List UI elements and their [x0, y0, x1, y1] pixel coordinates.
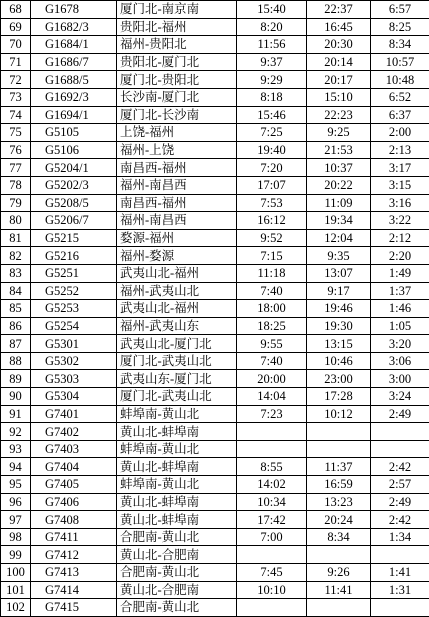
row-number-cell: 81	[1, 229, 31, 247]
departure-time-cell	[237, 423, 307, 441]
row-number-cell: 99	[1, 546, 31, 564]
route-cell: 蚌埠南-黄山北	[117, 405, 237, 423]
duration-cell: 8:34	[371, 36, 429, 54]
arrival-time-cell: 10:37	[307, 159, 371, 177]
train-number-cell: G7413	[31, 564, 117, 582]
train-number-cell: G7404	[31, 458, 117, 476]
duration-cell: 1:46	[371, 300, 429, 318]
duration-cell: 8:25	[371, 18, 429, 36]
row-number-cell: 95	[1, 476, 31, 494]
departure-time-cell: 19:40	[237, 141, 307, 159]
arrival-time-cell: 11:09	[307, 194, 371, 212]
arrival-time-cell: 9:35	[307, 247, 371, 265]
row-number-cell: 91	[1, 405, 31, 423]
row-number-cell: 92	[1, 423, 31, 441]
duration-cell	[371, 599, 429, 617]
train-number-cell: G1686/7	[31, 53, 117, 71]
table-row	[1, 18, 429, 36]
row-number-cell: 90	[1, 388, 31, 406]
arrival-time-cell: 9:17	[307, 282, 371, 300]
route-cell: 福州-婺源	[117, 247, 237, 265]
arrival-time-cell: 9:25	[307, 124, 371, 142]
row-number-cell: 80	[1, 212, 31, 230]
train-number-cell: G1692/3	[31, 88, 117, 106]
row-number-cell: 79	[1, 194, 31, 212]
train-number-cell: G5216	[31, 247, 117, 265]
duration-cell: 2:12	[371, 229, 429, 247]
duration-cell: 1:05	[371, 317, 429, 335]
train-number-cell: G5106	[31, 141, 117, 159]
row-number-cell: 77	[1, 159, 31, 177]
departure-time-cell: 7:25	[237, 124, 307, 142]
row-number-cell: 101	[1, 581, 31, 599]
row-number-cell: 78	[1, 176, 31, 194]
departure-time-cell: 7:00	[237, 528, 307, 546]
duration-cell: 2:20	[371, 247, 429, 265]
route-cell: 厦门北-贵阳北	[117, 71, 237, 89]
departure-time-cell: 9:37	[237, 53, 307, 71]
arrival-time-cell: 10:46	[307, 352, 371, 370]
arrival-time-cell: 13:23	[307, 493, 371, 511]
arrival-time-cell	[307, 599, 371, 617]
route-cell: 福州-武夷山东	[117, 317, 237, 335]
train-number-cell: G5204/1	[31, 159, 117, 177]
route-cell: 贵阳北-福州	[117, 18, 237, 36]
table-row	[1, 493, 429, 511]
route-cell: 厦门北-武夷山北	[117, 388, 237, 406]
table-row	[1, 88, 429, 106]
table-row	[1, 370, 429, 388]
table-row	[1, 282, 429, 300]
table-row	[1, 317, 429, 335]
arrival-time-cell: 12:04	[307, 229, 371, 247]
train-number-cell: G7412	[31, 546, 117, 564]
duration-cell: 6:52	[371, 88, 429, 106]
train-number-cell: G5303	[31, 370, 117, 388]
departure-time-cell: 14:04	[237, 388, 307, 406]
arrival-time-cell	[307, 440, 371, 458]
arrival-time-cell: 11:41	[307, 581, 371, 599]
train-number-cell: G5253	[31, 300, 117, 318]
arrival-time-cell	[307, 423, 371, 441]
departure-time-cell: 8:18	[237, 88, 307, 106]
departure-time-cell: 9:29	[237, 71, 307, 89]
table-row	[1, 53, 429, 71]
duration-cell: 2:42	[371, 511, 429, 529]
arrival-time-cell	[307, 546, 371, 564]
arrival-time-cell: 20:14	[307, 53, 371, 71]
route-cell: 黄山北-合肥南	[117, 546, 237, 564]
departure-time-cell: 15:46	[237, 106, 307, 124]
row-number-cell: 100	[1, 564, 31, 582]
route-cell: 黄山北-合肥南	[117, 581, 237, 599]
train-number-cell: G5304	[31, 388, 117, 406]
route-cell: 婺源-福州	[117, 229, 237, 247]
departure-time-cell: 15:40	[237, 1, 307, 19]
arrival-time-cell: 20:17	[307, 71, 371, 89]
departure-time-cell: 11:18	[237, 264, 307, 282]
table-row	[1, 247, 429, 265]
timetable-body	[1, 1, 429, 617]
table-row	[1, 71, 429, 89]
route-cell: 合肥南-黄山北	[117, 599, 237, 617]
departure-time-cell: 17:42	[237, 511, 307, 529]
departure-time-cell: 7:53	[237, 194, 307, 212]
train-number-cell: G7414	[31, 581, 117, 599]
train-number-cell: G7402	[31, 423, 117, 441]
route-cell: 厦门北-武夷山北	[117, 352, 237, 370]
train-number-cell: G5202/3	[31, 176, 117, 194]
table-row	[1, 264, 429, 282]
route-cell: 武夷山北-福州	[117, 300, 237, 318]
table-row	[1, 388, 429, 406]
departure-time-cell: 7:20	[237, 159, 307, 177]
table-row	[1, 124, 429, 142]
row-number-cell: 74	[1, 106, 31, 124]
train-number-cell: G5208/5	[31, 194, 117, 212]
departure-time-cell: 16:12	[237, 212, 307, 230]
train-number-cell: G1678	[31, 1, 117, 19]
table-row	[1, 352, 429, 370]
train-number-cell: G7408	[31, 511, 117, 529]
train-number-cell: G7403	[31, 440, 117, 458]
route-cell: 福州-南昌西	[117, 212, 237, 230]
arrival-time-cell: 22:23	[307, 106, 371, 124]
departure-time-cell: 11:56	[237, 36, 307, 54]
duration-cell: 6:57	[371, 1, 429, 19]
table-row	[1, 159, 429, 177]
arrival-time-cell: 22:37	[307, 1, 371, 19]
row-number-cell: 72	[1, 71, 31, 89]
arrival-time-cell: 20:22	[307, 176, 371, 194]
arrival-time-cell: 8:34	[307, 528, 371, 546]
train-number-cell: G7401	[31, 405, 117, 423]
arrival-time-cell: 23:00	[307, 370, 371, 388]
row-number-cell: 93	[1, 440, 31, 458]
table-row	[1, 212, 429, 230]
arrival-time-cell: 15:10	[307, 88, 371, 106]
row-number-cell: 75	[1, 124, 31, 142]
table-row	[1, 458, 429, 476]
route-cell: 福州-南昌西	[117, 176, 237, 194]
departure-time-cell: 10:10	[237, 581, 307, 599]
train-number-cell: G5301	[31, 335, 117, 353]
train-number-cell: G7406	[31, 493, 117, 511]
row-number-cell: 97	[1, 511, 31, 529]
duration-cell: 1:31	[371, 581, 429, 599]
duration-cell: 3:00	[371, 370, 429, 388]
departure-time-cell: 8:55	[237, 458, 307, 476]
departure-time-cell: 7:45	[237, 564, 307, 582]
route-cell: 黄山北-蚌埠南	[117, 511, 237, 529]
table-row	[1, 476, 429, 494]
duration-cell: 3:15	[371, 176, 429, 194]
departure-time-cell: 18:25	[237, 317, 307, 335]
route-cell: 上饶-福州	[117, 124, 237, 142]
route-cell: 蚌埠南-黄山北	[117, 440, 237, 458]
duration-cell: 1:37	[371, 282, 429, 300]
route-cell: 合肥南-黄山北	[117, 564, 237, 582]
table-row	[1, 511, 429, 529]
table-row	[1, 300, 429, 318]
duration-cell: 1:41	[371, 564, 429, 582]
row-number-cell: 86	[1, 317, 31, 335]
train-number-cell: G7405	[31, 476, 117, 494]
departure-time-cell	[237, 546, 307, 564]
table-row	[1, 599, 429, 617]
arrival-time-cell: 21:53	[307, 141, 371, 159]
departure-time-cell: 7:23	[237, 405, 307, 423]
departure-time-cell: 9:55	[237, 335, 307, 353]
table-row	[1, 1, 429, 19]
table-row	[1, 423, 429, 441]
route-cell: 蚌埠南-黄山北	[117, 476, 237, 494]
train-number-cell: G5105	[31, 124, 117, 142]
row-number-cell: 76	[1, 141, 31, 159]
row-number-cell: 88	[1, 352, 31, 370]
table-row	[1, 581, 429, 599]
train-number-cell: G1694/1	[31, 106, 117, 124]
duration-cell	[371, 440, 429, 458]
train-number-cell: G7411	[31, 528, 117, 546]
route-cell: 南昌西-福州	[117, 159, 237, 177]
departure-time-cell: 18:00	[237, 300, 307, 318]
duration-cell: 2:49	[371, 405, 429, 423]
table-row	[1, 106, 429, 124]
arrival-time-cell: 19:30	[307, 317, 371, 335]
departure-time-cell: 7:40	[237, 352, 307, 370]
route-cell: 厦门北-长沙南	[117, 106, 237, 124]
route-cell: 武夷山北-厦门北	[117, 335, 237, 353]
duration-cell: 3:22	[371, 212, 429, 230]
train-number-cell: G5302	[31, 352, 117, 370]
duration-cell: 3:16	[371, 194, 429, 212]
train-number-cell: G5215	[31, 229, 117, 247]
duration-cell	[371, 423, 429, 441]
row-number-cell: 94	[1, 458, 31, 476]
duration-cell: 10:48	[371, 71, 429, 89]
route-cell: 福州-上饶	[117, 141, 237, 159]
arrival-time-cell: 11:37	[307, 458, 371, 476]
route-cell: 贵阳北-厦门北	[117, 53, 237, 71]
departure-time-cell	[237, 440, 307, 458]
route-cell: 武夷山北-福州	[117, 264, 237, 282]
table-row	[1, 564, 429, 582]
table-row	[1, 176, 429, 194]
arrival-time-cell: 10:12	[307, 405, 371, 423]
departure-time-cell: 20:00	[237, 370, 307, 388]
departure-time-cell	[237, 599, 307, 617]
train-number-cell: G5252	[31, 282, 117, 300]
route-cell: 合肥南-黄山北	[117, 528, 237, 546]
duration-cell: 2:57	[371, 476, 429, 494]
row-number-cell: 87	[1, 335, 31, 353]
duration-cell: 2:42	[371, 458, 429, 476]
route-cell: 黄山北-蚌埠南	[117, 423, 237, 441]
row-number-cell: 73	[1, 88, 31, 106]
arrival-time-cell: 13:15	[307, 335, 371, 353]
duration-cell: 1:49	[371, 264, 429, 282]
train-number-cell: G5254	[31, 317, 117, 335]
arrival-time-cell: 20:24	[307, 511, 371, 529]
route-cell: 黄山北-蚌埠南	[117, 458, 237, 476]
departure-time-cell: 17:07	[237, 176, 307, 194]
route-cell: 福州-武夷山北	[117, 282, 237, 300]
route-cell: 南昌西-福州	[117, 194, 237, 212]
route-cell: 长沙南-厦门北	[117, 88, 237, 106]
table-row	[1, 405, 429, 423]
arrival-time-cell: 20:30	[307, 36, 371, 54]
row-number-cell: 83	[1, 264, 31, 282]
table-row	[1, 528, 429, 546]
train-number-cell: G7415	[31, 599, 117, 617]
arrival-time-cell: 16:59	[307, 476, 371, 494]
table-row	[1, 546, 429, 564]
departure-time-cell: 8:20	[237, 18, 307, 36]
train-number-cell: G1684/1	[31, 36, 117, 54]
duration-cell: 2:13	[371, 141, 429, 159]
row-number-cell: 71	[1, 53, 31, 71]
duration-cell: 3:20	[371, 335, 429, 353]
arrival-time-cell: 16:45	[307, 18, 371, 36]
table-row	[1, 194, 429, 212]
train-number-cell: G5206/7	[31, 212, 117, 230]
train-number-cell: G1682/3	[31, 18, 117, 36]
departure-time-cell: 14:02	[237, 476, 307, 494]
duration-cell: 1:34	[371, 528, 429, 546]
route-cell: 福州-贵阳北	[117, 36, 237, 54]
departure-time-cell: 7:40	[237, 282, 307, 300]
duration-cell: 3:24	[371, 388, 429, 406]
duration-cell: 6:37	[371, 106, 429, 124]
departure-time-cell: 10:34	[237, 493, 307, 511]
departure-time-cell: 9:52	[237, 229, 307, 247]
row-number-cell: 85	[1, 300, 31, 318]
table-row	[1, 141, 429, 159]
row-number-cell: 70	[1, 36, 31, 54]
train-number-cell: G1688/5	[31, 71, 117, 89]
row-number-cell: 89	[1, 370, 31, 388]
row-number-cell: 68	[1, 1, 31, 19]
route-cell: 厦门北-南京南	[117, 1, 237, 19]
arrival-time-cell: 19:46	[307, 300, 371, 318]
row-number-cell: 84	[1, 282, 31, 300]
duration-cell: 3:17	[371, 159, 429, 177]
duration-cell: 3:06	[371, 352, 429, 370]
arrival-time-cell: 17:28	[307, 388, 371, 406]
duration-cell: 2:00	[371, 124, 429, 142]
route-cell: 武夷山东-厦门北	[117, 370, 237, 388]
duration-cell	[371, 546, 429, 564]
table-row	[1, 440, 429, 458]
arrival-time-cell: 9:26	[307, 564, 371, 582]
row-number-cell: 69	[1, 18, 31, 36]
route-cell: 黄山北-蚌埠南	[117, 493, 237, 511]
train-number-cell: G5251	[31, 264, 117, 282]
duration-cell: 10:57	[371, 53, 429, 71]
arrival-time-cell: 13:07	[307, 264, 371, 282]
row-number-cell: 96	[1, 493, 31, 511]
arrival-time-cell: 19:34	[307, 212, 371, 230]
row-number-cell: 102	[1, 599, 31, 617]
row-number-cell: 98	[1, 528, 31, 546]
duration-cell: 2:49	[371, 493, 429, 511]
table-row	[1, 335, 429, 353]
departure-time-cell: 7:15	[237, 247, 307, 265]
row-number-cell: 82	[1, 247, 31, 265]
table-row	[1, 36, 429, 54]
table-row	[1, 229, 429, 247]
